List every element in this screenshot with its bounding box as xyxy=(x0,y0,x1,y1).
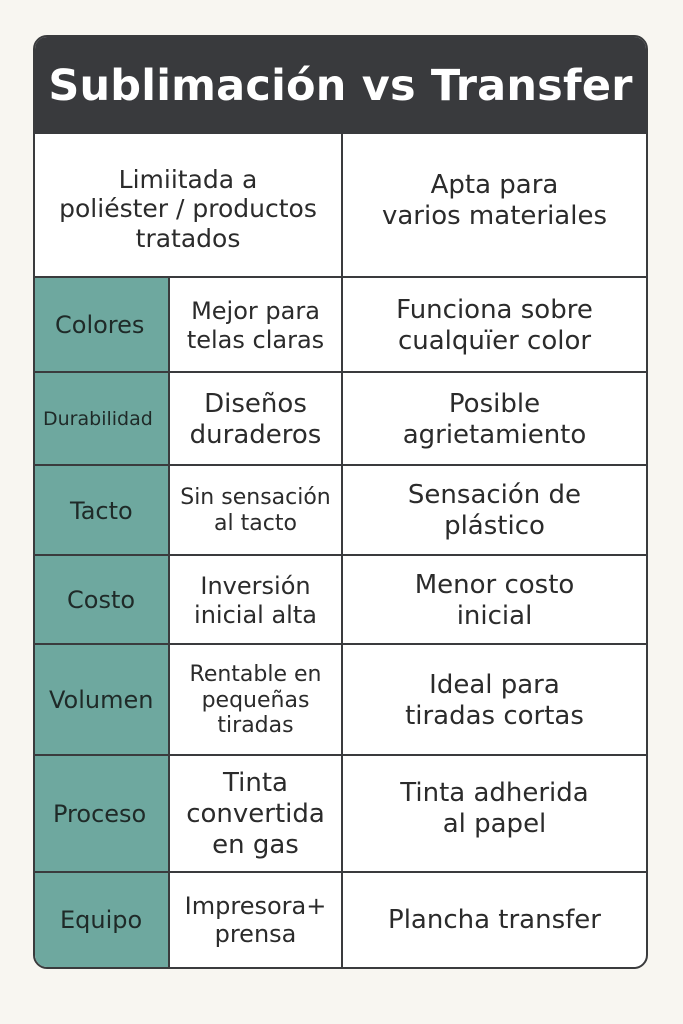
row-label-proceso: Proceso xyxy=(35,756,170,873)
transfer-cell-tacto: Sensación de plástico xyxy=(407,480,582,541)
table-row-volumen xyxy=(35,643,646,756)
transfer-general-cell: Apta para varios materiales xyxy=(381,170,607,231)
transfer-cell-equipo: Plancha transfer xyxy=(388,904,601,935)
transfer-cell-colores: Funciona sobre cualquïer color xyxy=(396,294,593,356)
row-label-durabilidad: Durabilidad xyxy=(35,373,170,466)
table-row-durabilidad xyxy=(35,371,646,466)
row-label-tacto: Tacto xyxy=(35,466,170,556)
row-label-equipo: Equipo xyxy=(35,873,170,967)
sublimation-cell-proceso: Tinta convertida en gas xyxy=(170,756,343,873)
sublimation-cell-tacto: Sin sensación al tacto xyxy=(170,466,343,556)
row-label-colores: Colores xyxy=(35,278,170,373)
comparison-table xyxy=(35,134,646,967)
page-title: Sublimación vs Transfer xyxy=(35,37,646,134)
sublimation-cell-costo: Inversión inicial alta xyxy=(170,556,343,645)
transfer-cell-durabilidad: Posible agrietamiento xyxy=(402,388,587,450)
sublimation-cell-durabilidad: Diseños duraderos xyxy=(170,373,343,466)
table-row-proceso xyxy=(35,754,646,873)
table-row-general xyxy=(35,134,646,276)
comparison-card xyxy=(33,35,648,969)
table-row-equipo xyxy=(35,871,646,967)
sublimation-cell-colores: Mejor para telas claras xyxy=(170,278,343,373)
row-label-volumen: Volumen xyxy=(35,645,170,756)
sublimation-cell-volumen: Rentable en pequeñas tiradas xyxy=(170,645,343,756)
transfer-cell-proceso: Tinta adherida al papel xyxy=(400,777,589,839)
table-row-costo xyxy=(35,554,646,645)
sublimation-cell-equipo: Impresora+ prensa xyxy=(170,873,343,967)
table-row-colores xyxy=(35,276,646,373)
transfer-cell-volumen: Ideal para tiradas cortas xyxy=(405,669,584,731)
sublimation-general-cell: Limiitada a poliéster / productos tratados xyxy=(35,134,343,276)
row-label-costo: Costo xyxy=(35,556,170,645)
transfer-cell-costo: Menor costo inicial xyxy=(414,569,575,631)
table-row-tacto xyxy=(35,464,646,556)
